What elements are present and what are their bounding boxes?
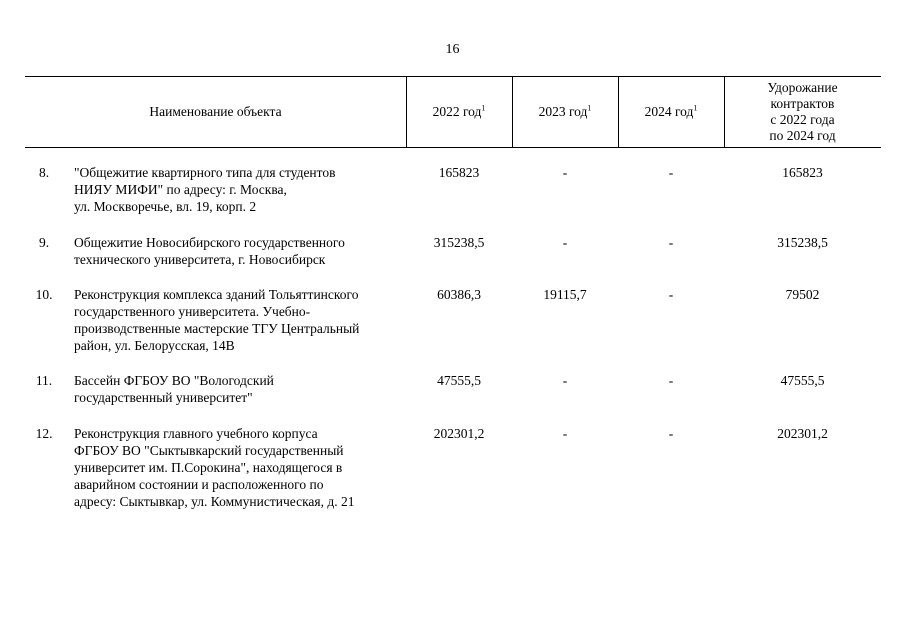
header-name [25,77,406,147]
value-2023: 19115,7 [543,287,587,302]
value-2023: - [562,373,568,388]
header-total-line: контрактов [770,96,835,111]
value-total: 202301,2 [777,426,828,441]
header-2023-label: 2023 год [538,104,588,119]
value-2024: - [668,373,674,388]
value-2023: - [562,165,568,180]
value-2022: 47555,5 [437,373,481,388]
object-name: "Общежитие квартирного типа для студентов НИЯУ МИФИ" по адресу: г. Москва, ул. Москворечье, вл. 19, корп. 2 [74,165,336,214]
footnote-mark: 1 [587,103,592,113]
value-2024: - [668,426,674,441]
header-total-line: Удорожание [767,80,838,95]
header-total-line: по 2024 год [769,128,836,143]
footnote-mark: 1 [693,103,698,113]
object-name: Реконструкция комплекса зданий Тольяттинского государственного университета. Учебно- производственные мастерские ТГУ Центральный район, ул. Белорусская, 14В [74,287,360,353]
object-name: Бассейн ФГБОУ ВО "Вологодский государственный университет" [74,373,274,405]
value-2022: 60386,3 [437,287,481,302]
row-number: 12. [35,426,53,441]
header-2022 [406,77,512,147]
value-2022: 165823 [438,165,480,180]
object-name: Общежитие Новосибирского государственного технического университета, г. Новосибирск [74,235,345,267]
row-number: 8. [38,165,50,180]
header-name-label: Наименование объекта [149,104,282,119]
header-2024-label: 2024 год [644,104,694,119]
header-bottom-rule [25,147,881,148]
value-2023: - [562,426,568,441]
value-2022: 202301,2 [433,426,485,441]
footnote-mark: 1 [481,103,486,113]
header-total-line: с 2022 года [770,112,835,127]
value-2024: - [668,165,674,180]
value-total: 79502 [785,287,820,302]
page-number: 16 [445,42,460,57]
header-2023 [512,77,618,147]
row-number: 11. [35,373,53,388]
header-2024 [618,77,724,147]
value-total: 47555,5 [780,373,825,388]
object-name: Реконструкция главного учебного корпуса ФГБОУ ВО "Сыктывкарский государственный университет им. П.Сорокина", находящегося в аварийном состоянии и расположенного по адресу: Сыктывкар, ул. Коммунистическая, д. 21 [74,426,355,509]
row-number: 9. [38,235,50,250]
value-2023: - [562,235,568,250]
value-2022: 315238,5 [433,235,485,250]
value-total: 315238,5 [777,235,828,250]
value-2024: - [668,287,674,302]
header-2022-label: 2022 год [432,104,482,119]
row-number: 10. [35,287,53,302]
header-total [724,77,881,147]
value-total: 165823 [782,165,823,180]
value-2024: - [668,235,674,250]
